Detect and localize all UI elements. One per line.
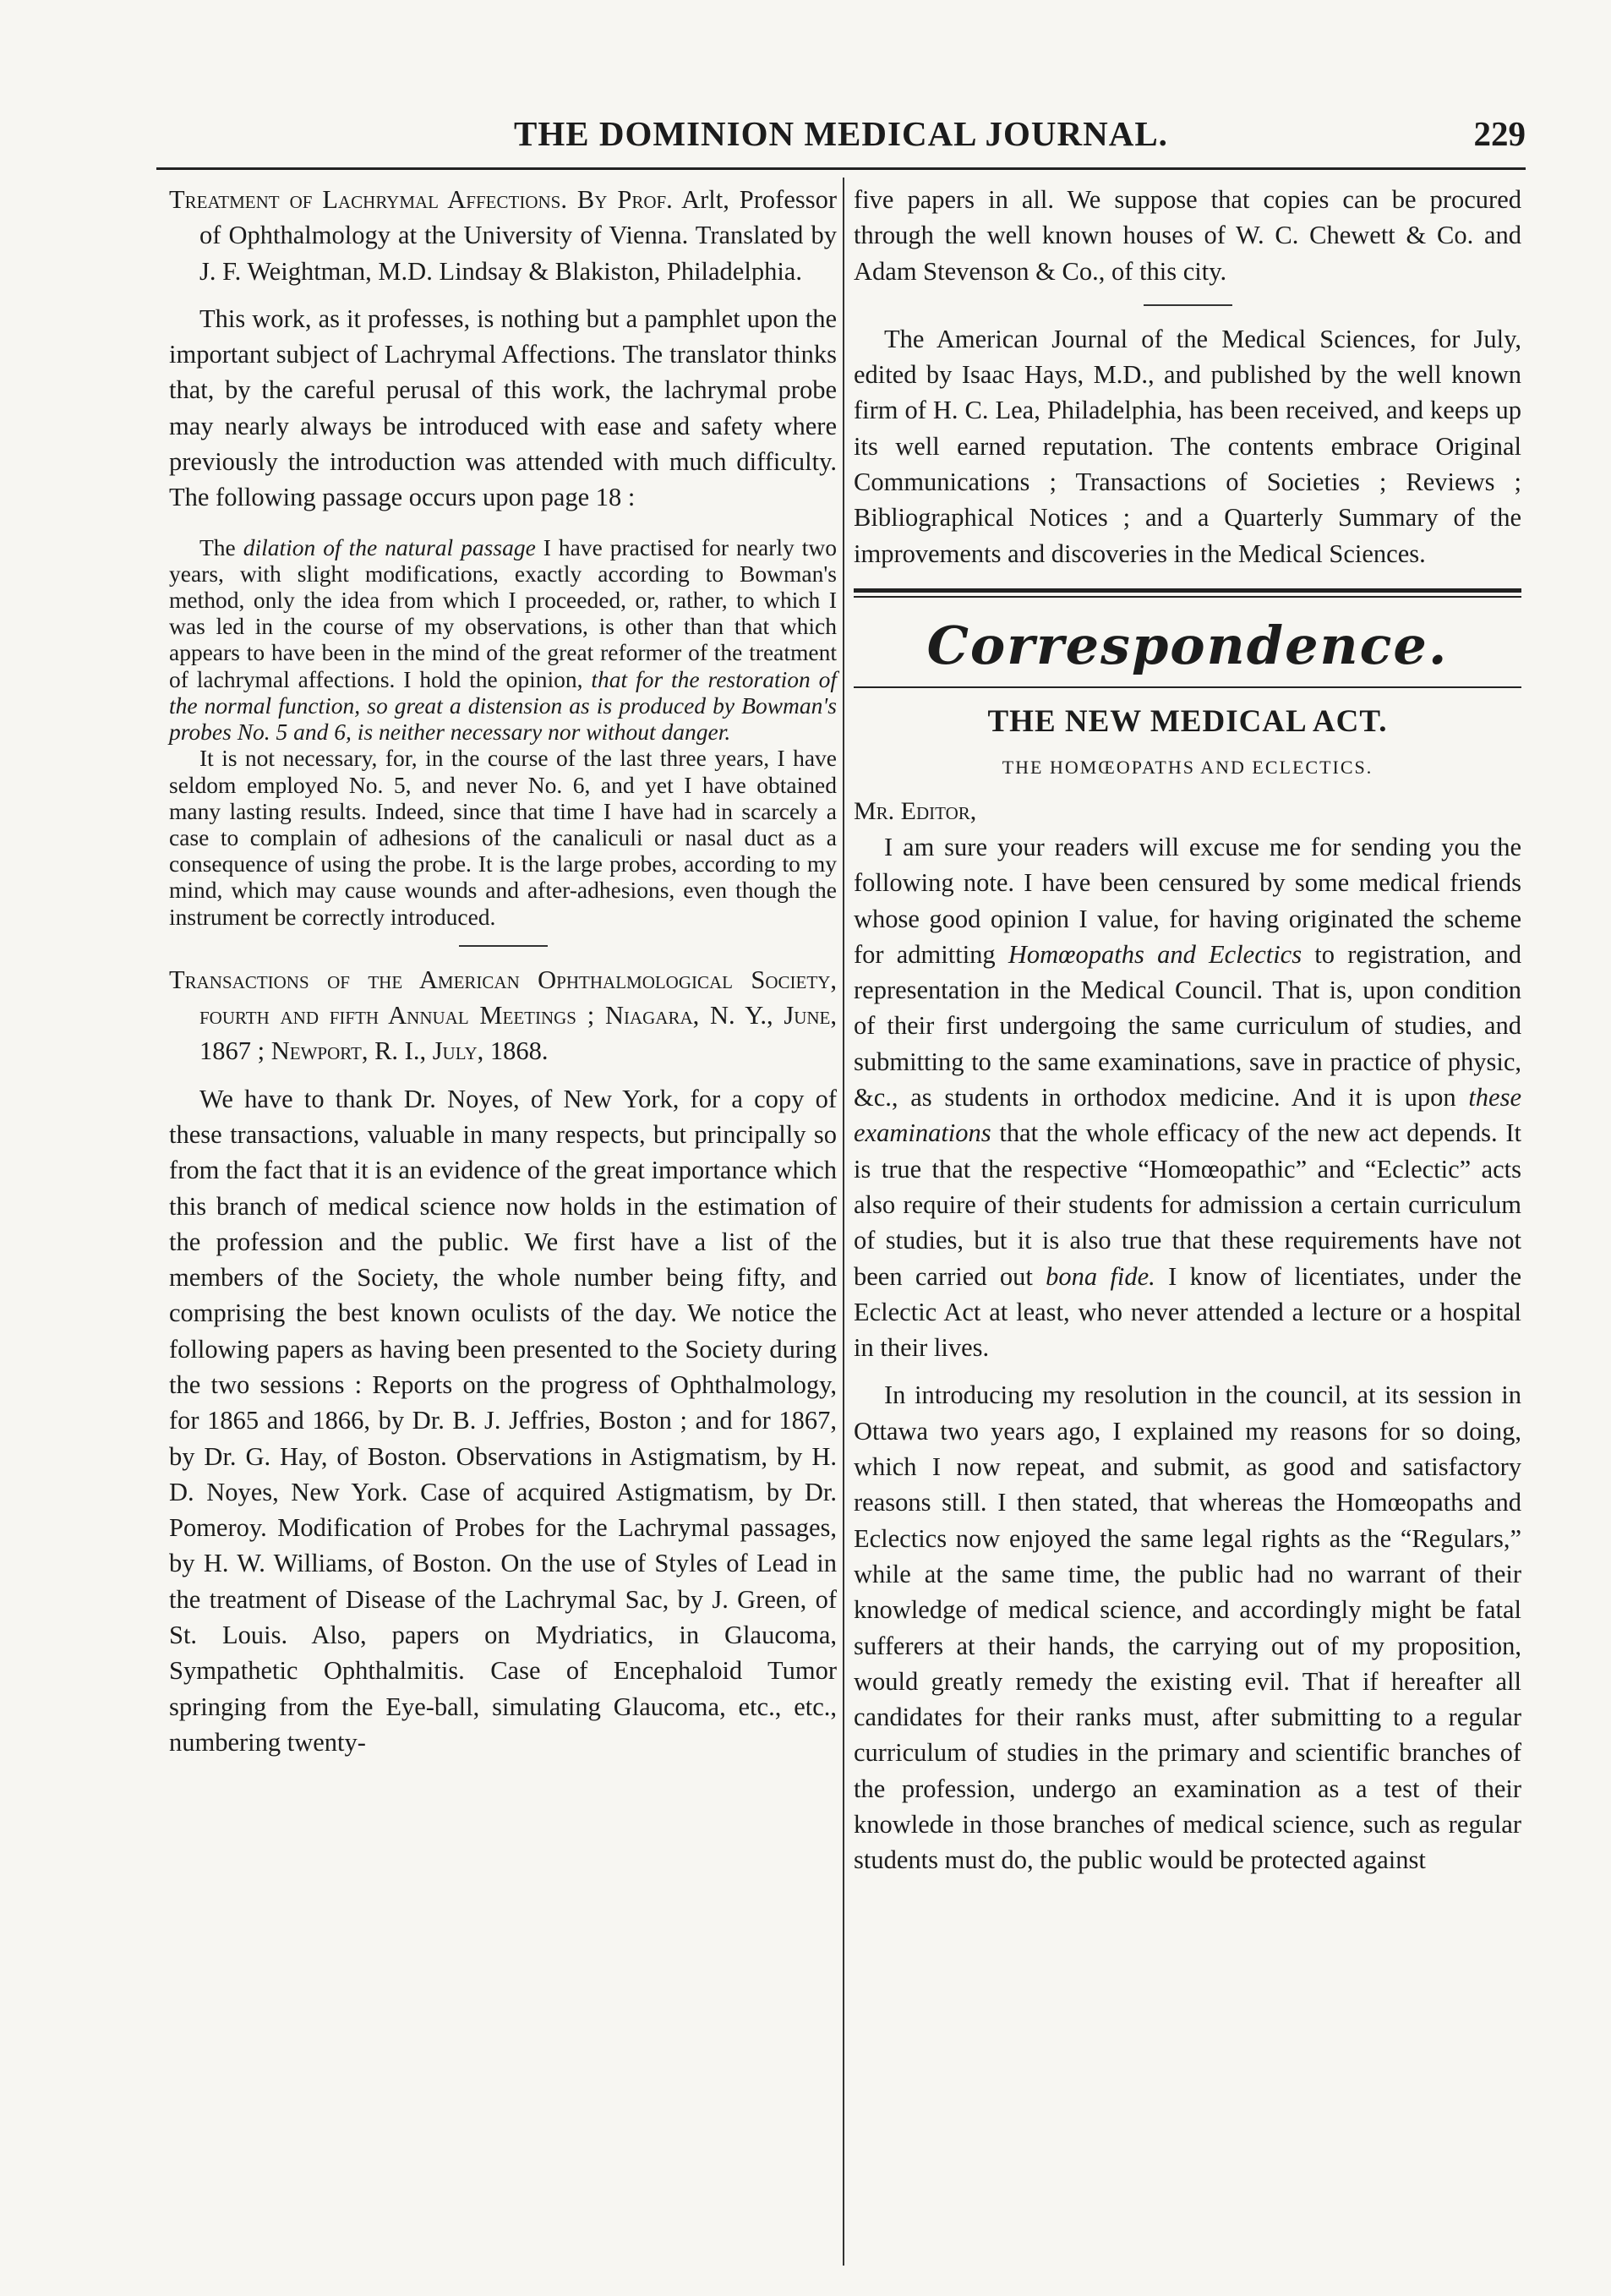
quote-text: I have practised for nearly two years, with slight modifications, exactly according to Bowman's method, only the idea from which I proceeded, or, rather, to which I was led in the course of my observations, is other than that which appears to have been in the mind of the great reformer of the treatment of lachrymal affections. I hold the opinion, (169, 533, 837, 692)
journal-title: THE DOMINION MEDICAL JOURNAL. (514, 114, 1168, 153)
right-column (854, 182, 1521, 1878)
review-title-line2: Arlt, Professor of Ophthalmology at the University of Vienna. Translated by J. F. Weightman, M.D. Lindsay & Blakiston, Philadelphia. (199, 185, 838, 286)
heading-rule (854, 686, 1521, 688)
letter-text: I am sure your readers will excuse me for sending you the following note. I have been censured by some medical friends whose good opinion I value, for having originated the scheme for admitting (854, 832, 1521, 969)
review-paragraph: This work, as it professes, is nothing but a pamphlet upon the important subject of Lachrymal Affections. The translator thinks that, by the careful perusal of this work, the lachrymal probe may nearly always be introduced with ease and safety where previously the introduction was attended with much difficulty. The following passage occurs upon page 18 : (169, 303, 837, 512)
letter-text: to registration, and representation in the Medical Council. That is, upon condition of their first undergoing the same curriculum of studies, and submitting to the same examinations, save in practice of physic, &c., as students in orthodox medicine. And it is upon (854, 939, 1521, 1112)
continued-paragraph: five papers in all. We suppose that copies can be procured through the well known houses of W. C. Chewett & Co. and Adam Stevenson & Co., of this city. (854, 185, 1521, 286)
letter-text: I know of licentiates, under the Eclectic Act at least, who never attended a lecture or a hospital in their lives. (854, 1261, 1521, 1363)
section-rule (1144, 304, 1232, 306)
letter-paragraph (854, 829, 1521, 1365)
salutation: Mr. Editor, (854, 796, 977, 825)
running-head (156, 110, 1526, 164)
section-rule (459, 945, 548, 947)
review-title: Transactions of the American Ophthalmological Society, fourth and fifth Annual Meetings ; Niagara, N. Y., June, 1867 ; Newport, R. I., July, 1868. (169, 965, 837, 1066)
spacer (169, 1069, 837, 1081)
review-title (169, 182, 837, 289)
letter-emphasis: Homœopaths and Eclectics (1008, 939, 1302, 969)
column-divider (843, 178, 844, 2266)
block-quote: It is not necessary, for, in the course of the last three years, I have seldom employed No. 5, and never No. 6, and yet I have obtained many lasting results. Indeed, since that time I have had in scarcely a case to complain of adhesions of the canaliculi or nasal duct as a consequence of using the probe. It is the large probes, according to my mind, which may cause wounds and after-adhesions, even though the instrument be correctly introduced. (169, 745, 837, 930)
spacer (854, 1365, 1521, 1377)
quote-emphasis: dilation of the natural passage (243, 533, 536, 560)
letter-emphasis: these examinations (854, 1083, 1521, 1148)
block-quote (169, 534, 837, 746)
quote-emphasis: that for the restoration of the normal function, so great a distension as is produced by Bowman's probes No. 5 and 6, is neither necessary nor without danger. (169, 665, 837, 746)
review-paragraph: The American Journal of the Medical Sciences, for July, edited by Isaac Hays, M.D., and published by the well known firm of H. C. Lea, Philadelphia, has been received, and keeps up its well earned reputation. The contents embrace Original Communications ; Transactions of Societies ; Reviews ; Bibliographical Notices ; and a Quarterly Summary of the improvements and discoveries in the Medical Sciences. (854, 324, 1521, 568)
letter-paragraph: In introducing my resolution in the council, at its session in Ottawa two years ago, I explained my reasons for so doing, which I now repeat, and submit, as good and satisfactory reasons still. I then stated, that whereas the Homœopaths and Eclectics now enjoyed the same legal rights as the “Regulars,” while at the same time, the public had no warrant of their knowledge of medical science, and accordingly might be fatal sufferers at their hands, the carrying out of my proposition, would greatly remedy the existing evil. That if hereafter all candidates for their ranks must, after submitting to a regular curriculum of studies in the primary and scientific branches of the profession, undergo an examination as a test of their knowlede in those branches of medical science, such as regular students must do, the public would be protected against (854, 1380, 1521, 1875)
section-double-rule (854, 588, 1521, 598)
spacer (169, 516, 837, 534)
left-column (169, 182, 837, 1760)
header-rule (156, 167, 1526, 170)
quote-text: The (199, 533, 243, 560)
review-paragraph: We have to thank Dr. Noyes, of New York, for a copy of these transactions, valuable in many respects, but principally so from the fact that it is an evidence of the great importance which this branch of medical science now holds in the estimation of the profession and the public. We first have a list of the members of the Society, the whole number being fifty, and comprising the best known oculists of the day. We notice the following papers as having been presented to the Society during the two sessions : Reports on the progress of Ophthalmology, for 1865 and 1866, by Dr. B. J. Jeffries, Boston ; and for 1867, by Dr. G. Hay, of Boston. Observations in Astigmatism, by H. D. Noyes, New York. Case of acquired Astigmatism, by Dr. Pomeroy. Modification of Probes for the Lachrymal passages, by H. W. Williams, of Boston. On the use of Styles of Lead in the treatment of Disease of the Lachrymal Sac, by J. Green, of St. Louis. Also, papers on Mydriatics, in Glaucoma, Sympathetic Ophthalmitis. Case of Encephaloid Tumor springing from the Eye-ball, simulating Glaucoma, etc., etc., numbering twenty- (169, 1084, 837, 1757)
review-title-line1: Treatment of Lachrymal Affections. By Prof. (169, 185, 673, 214)
letter-emphasis: bona fide. (1046, 1261, 1155, 1291)
article-subtitle: THE HOMŒOPATHS AND ECLECTICS. (1002, 756, 1373, 778)
section-heading: Correspondence. (926, 614, 1449, 676)
page-number: 229 (1473, 114, 1526, 153)
letter-text: that the whole efficacy of the new act depends. It is true that the respective “Homœopathic” and “Eclectic” acts also require of their students for admission a certain curriculum of studies, but it is also true that these requirements have not been carried out (854, 1118, 1521, 1291)
article-title: THE NEW MEDICAL ACT. (987, 703, 1388, 739)
spacer (169, 289, 837, 301)
